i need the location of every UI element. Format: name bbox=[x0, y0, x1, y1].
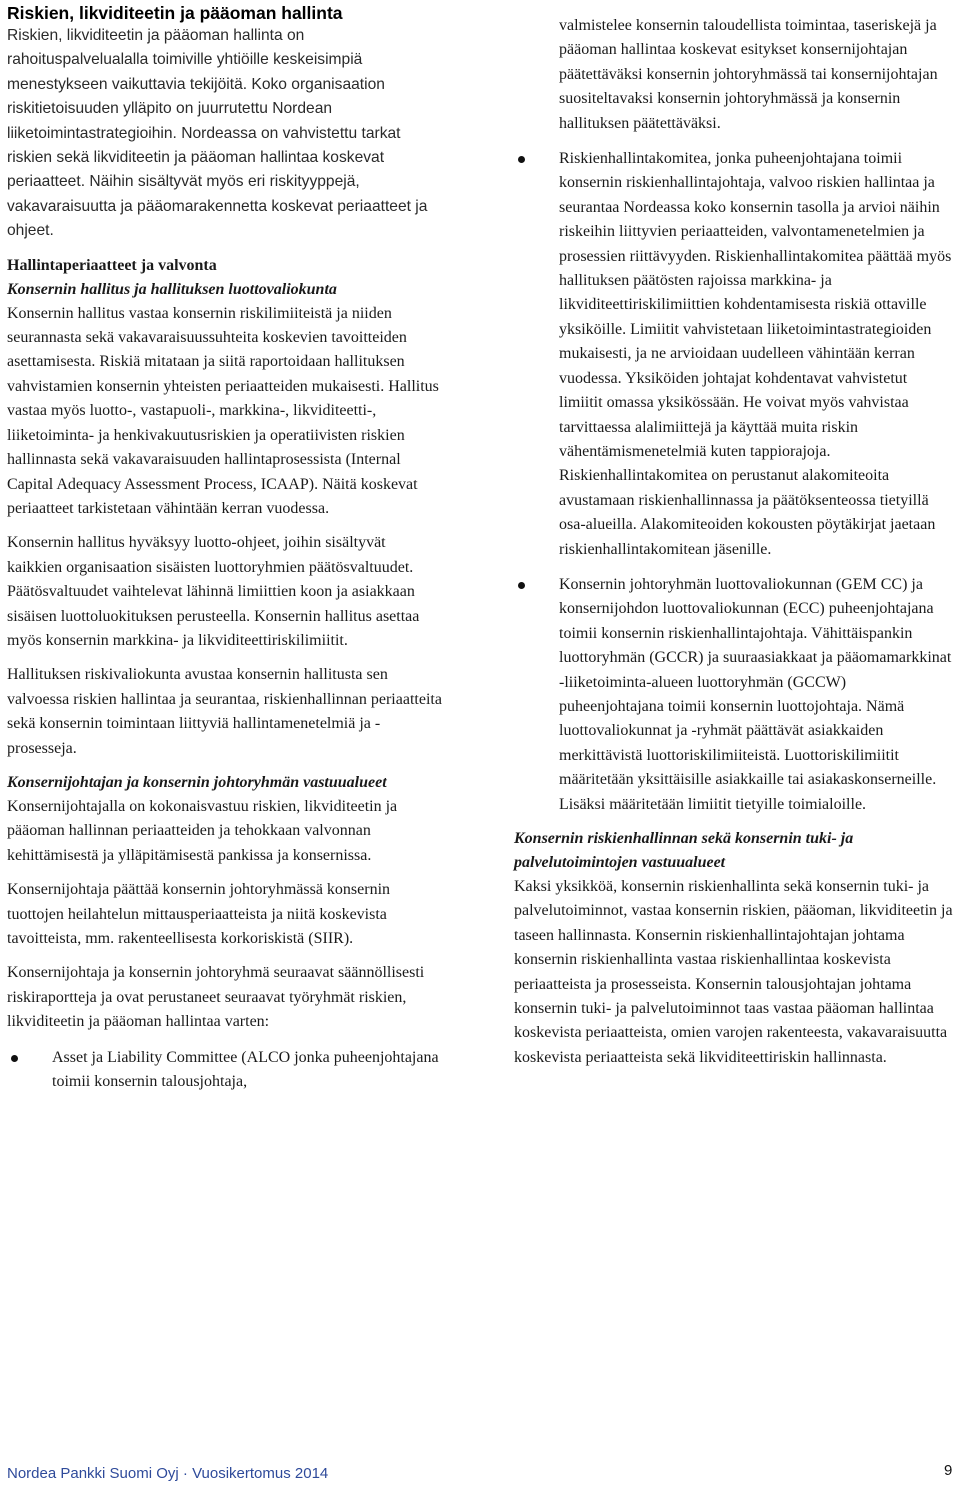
bullet-icon bbox=[518, 582, 525, 589]
section-heading: Hallintaperiaatteet ja valvonta bbox=[7, 256, 217, 274]
list-item-text: Asset ja Liability Committee (ALCO jonka puheenjohtajana toimii konsernin talousjohtaja, bbox=[52, 1048, 439, 1091]
ceo-paragraph-3: Konsernijohtaja ja konsernin johtoryhmä seuraavat säännöllisesti riskiraportteja ja ovat perustaneet seuraavat työryhmät riskien, likviditeetin ja pääoman hallintaa varten: bbox=[7, 964, 425, 1031]
risk-management-paragraph: Kaksi yksikköä, konsernin riskienhallinta sekä konsernin tuki- ja palvelutoiminnot, vastaa konsernin riskien, pääoman, likviditeetin ja taseen hallinnasta. Konsernin riskienhallintajohtajan johtama konsernin riskienhallinta vastaa riskienhallintaa koskevista periaatteista ja prosesseista. Konsernin talousjohtajan johtama konsernin tuki- ja palvelutoiminnot taas vastaa pääoman hallintaa koskevista periaatteista, omien varojen rakenteesta, vakavaraisuutta koskevista periaatteista sekä likviditeettiriskin hallinnasta. bbox=[514, 878, 953, 1066]
list-item-text: Riskienhallintakomitea, jonka puheenjohtajana toimii konsernin riskienhallintajohtaja, valvoo riskien hallintaa ja seurantaa Nordeassa koko konsernin tasolla ja arvioi näihin riskeihin liittyvien periaatteiden, valvontamenetelmien ja prosessien riittävyyden. Riskienhallintakomitea päättää myös hallituksen päätösten rajoissa markkina- ja likviditeettiriskilimiittien kohdentamisesta riskiä ottaville yksiköille. Limiitit vahvistetaan liiketoimintastrategioiden mukaisesti, ja ne arvioidaan uudelleen vähintään kerran vuodessa. Yksiköiden johtajat kohdentavat vahvistetut limiitit omassa yksikössään. He voivat myös vahvistaa tarvittaessa alalimiittejä ja käyttää muita riskin vähentämismenetelmiä kuten tappiorajoja. Riskienhallintakomitea on perustanut alakomiteoita avustamaan riskienhallinnassa ja päätöksenteossa tietyillä osa-alueilla. Alakomiteoiden kokousten pöytäkirjat jaetaan riskienhallintakomitean jäsenille. bbox=[559, 150, 952, 558]
page-title: Riskien, likviditeetin ja pääoman hallinta bbox=[7, 3, 343, 23]
right-column bbox=[514, 0, 954, 1070]
intro-paragraph: Riskien, likviditeetin ja pääoman hallinta on rahoituspalvelualalla toimiville yhtiöille keskeisimpiä menestykseen vaikuttavia tekijöitä. Koko organisaation riskitietoisuuden ylläpito on juurrutettu Nordean liiketoimintastrategioihin. Nordeassa on vahvistettu tarkat riskien sekä likviditeetin ja pääoman hallintaa koskevat periaatteet. Näihin sisältyvät myös eri riskityyppejä, vakavaraisuutta ja pääomarakennetta koskevat periaatteet ja ohjeet. bbox=[7, 27, 428, 240]
ceo-paragraph-2: Konsernijohtaja päättää konsernin johtoryhmässä konsernin tuottojen heilahtelun mittausperiaatteista ja niitä koskevista tavoitteista, mm. rakenteellisesta korkoriskistä (SIIR). bbox=[7, 881, 391, 947]
list-item-text: valmistelee konsernin taloudellista toimintaa, taseriskejä ja pääoman hallintaa koskevat esitykset konsernijohtajan päätettäväksi konsernin johtoryhmässä tai konsernijohtajan suositeltavaksi konsernin johtoryhmässä ja konsernin hallituksen päätettäväksi. bbox=[559, 17, 938, 132]
page-number: 9 bbox=[944, 1462, 953, 1479]
committee-list-right bbox=[514, 14, 954, 817]
list-item bbox=[7, 1046, 443, 1095]
committee-list-left bbox=[7, 1046, 443, 1095]
subheading-ceo: Konsernijohtajan ja konsernin johtoryhmän vastuualueet bbox=[7, 773, 387, 791]
board-paragraph-2: Konsernin hallitus hyväksyy luotto-ohjeet, joihin sisältyvät kaikkien organisaation sisäisten luottoryhmien päätösvaltuudet. Päätösvaltuudet vaihtelevat lähinnä limiittien koon ja asiakkaan sisäisen luottoluokituksen perusteella. Konsernin hallitus asettaa myös konsernin markkina- ja likviditeettiriskilimiitit. bbox=[7, 534, 420, 649]
list-item-text: Konsernin johtoryhmän luottovaliokunnan (GEM CC) ja konsernijohdon luottovaliokunnan (ECC) puheenjohtajana toimii konsernin riskienhallintajohtaja. Vähittäispankin luottoryhmän (GCCR) ja suuraasiakkaat ja pääomamarkkinat -liiketoiminta-alueen luottoryhmän (GCCW) puheenjohtajana toimii konsernin luottojohtaja. Nämä luottovaliokunnat ja -ryhmät päättävät asiakkaiden merkittävistä luottoriskilimiiteistä. Luottoriskilimiitit määritetään yksittäisille asiakkaille tai asiakaskonserneille. Lisäksi määritetään limiitit tietyille toimialoille. bbox=[559, 575, 952, 813]
subheading-board: Konsernin hallitus ja hallituksen luottovaliokunta bbox=[7, 280, 337, 298]
ceo-paragraph-1: Konsernijohtajalla on kokonaisvastuu riskien, likviditeetin ja pääoman hallinnan periaatteiden ja tehokkaan valvonnan kehittämisestä ja ylläpitämisestä pankissa ja konsernissa. bbox=[7, 797, 398, 864]
bullet-icon bbox=[518, 156, 525, 163]
bullet-icon bbox=[11, 1055, 18, 1062]
list-item bbox=[514, 147, 954, 562]
left-column bbox=[7, 0, 443, 1094]
list-item bbox=[514, 573, 954, 817]
subheading-risk-management: Konsernin riskienhallinnan sekä konsernin tuki- ja palvelutoimintojen vastuualueet bbox=[514, 830, 854, 871]
footer-publication: Nordea Pankki Suomi Oyj · Vuosikertomus 2014 bbox=[7, 1465, 329, 1482]
board-paragraph-3: Hallituksen riskivaliokunta avustaa konsernin hallitusta sen valvoessa riskien hallintaa ja seurantaa, riskienhallinnan periaatteita sekä konsernin toimintaan liittyviä hallintamenetelmiä ja -prosesseja. bbox=[7, 666, 442, 757]
list-item bbox=[514, 14, 954, 136]
board-paragraph-1: Konsernin hallitus vastaa konsernin riskilimiiteistä ja niiden seurannasta sekä vakavaraisuussuhteita koskevien tavoitteiden asettamisesta. Riskiä mitataan ja siitä raportoidaan hallituksen vahvistamien konsernin yhteisten periaatteiden mukaisesti. Hallitus vastaa myös luotto-, vastapuoli-, markkina-, likviditeetti-, liiketoiminta- ja henkivakuutusriskien ja operatiivisten riskien hallinnasta sekä vakavaraisuuden hallintaprosessista (Internal Capital Adequacy Assessment Process, ICAAP). Näitä koskevat periaatteet tarkistetaan vähintään kerran vuodessa. bbox=[7, 304, 439, 517]
